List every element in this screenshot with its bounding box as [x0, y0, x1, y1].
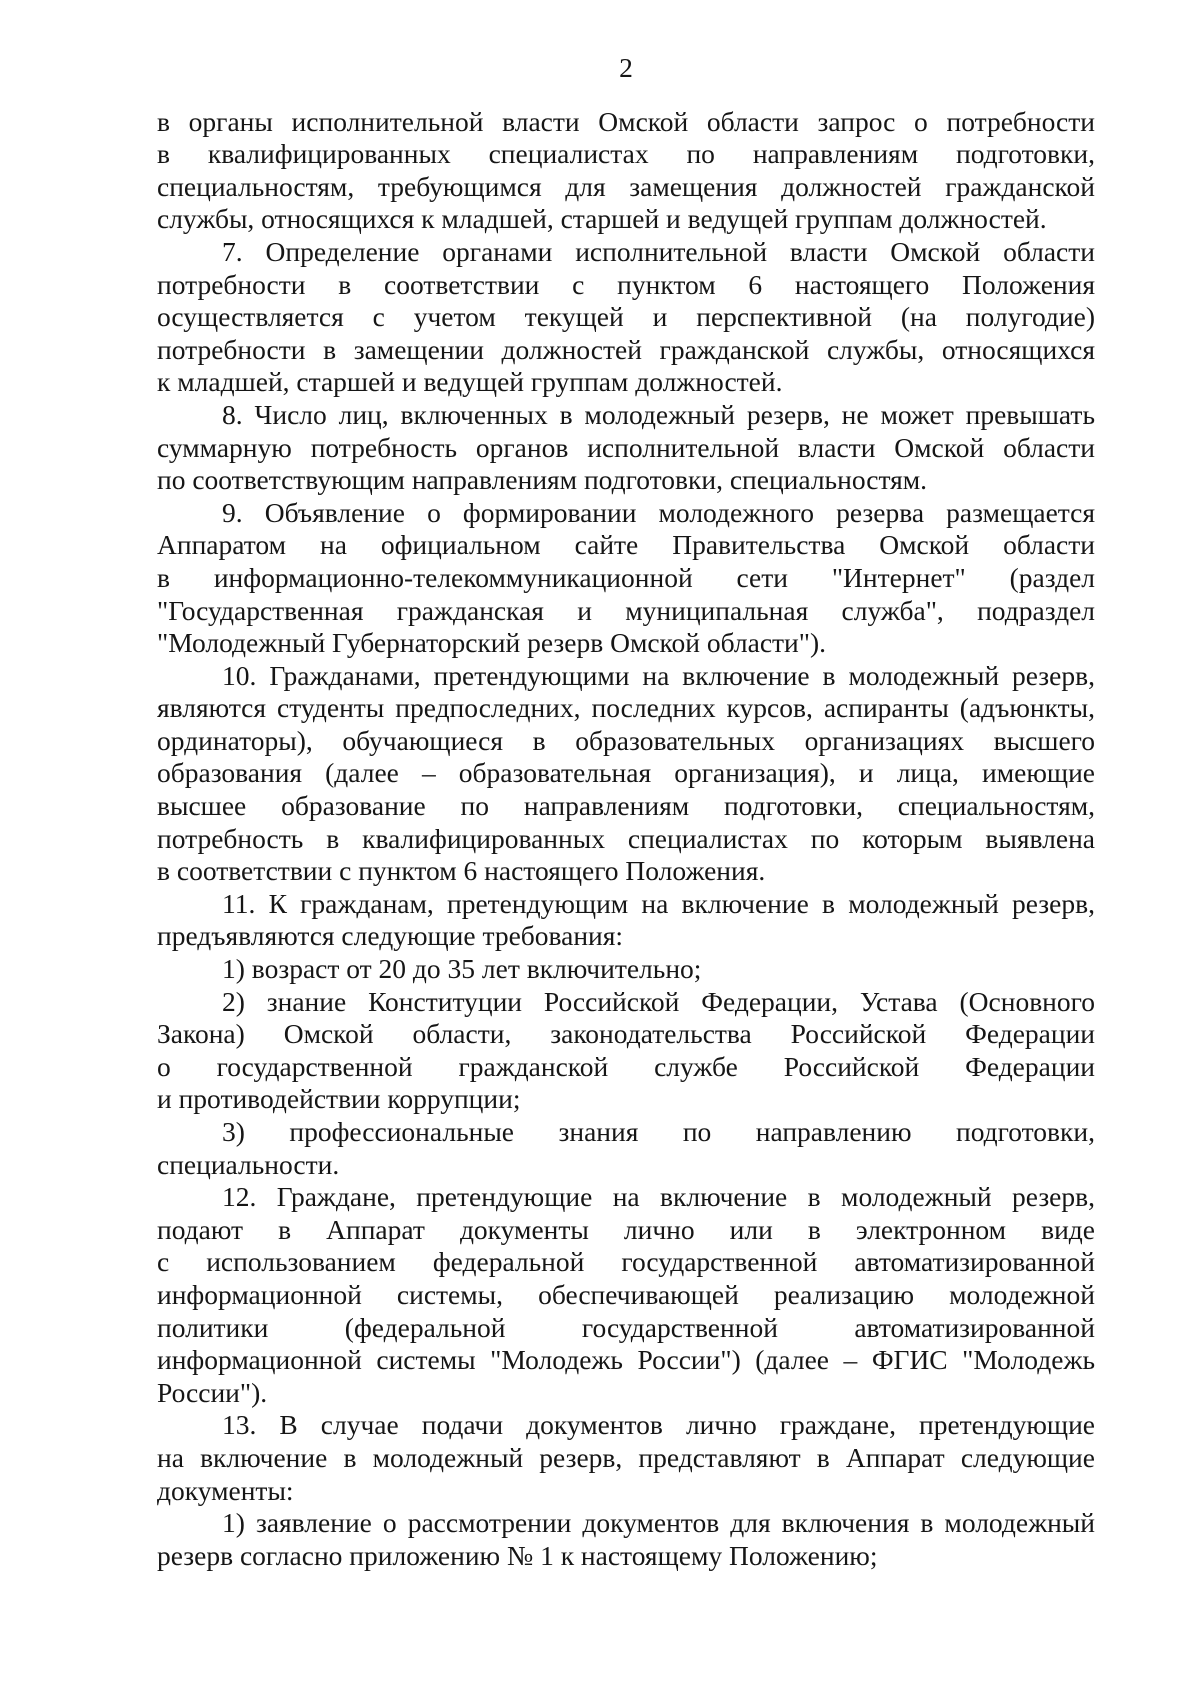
text-line: в квалифицированных специалистах по направлениям подготовки,: [157, 138, 1095, 170]
text-line: в информационно-телекоммуникационной сети "Интернет" (раздел: [157, 561, 1095, 593]
text-line: 8. Число лиц, включенных в молодежный резерв, не может превышать: [222, 398, 1095, 430]
text-column: [157, 0, 1095, 1572]
paragraph: [157, 888, 1095, 953]
paragraph: [157, 660, 1095, 888]
text-line: потребности в замещении должностей гражданской службы, относящихся: [157, 333, 1095, 365]
text-line: суммарную потребность органов исполнительной власти Омской области: [157, 431, 1095, 463]
text-line: ординаторы), обучающиеся в образовательных организациях высшего: [157, 724, 1095, 756]
text-line: о государственной гражданской службе Российской Федерации: [157, 1050, 1095, 1082]
text-line: с использованием федеральной государственной автоматизированной: [157, 1246, 1095, 1278]
text-line: потребности в соответствии с пунктом 6 настоящего Положения: [157, 268, 1095, 300]
text-line: резерв согласно приложению № 1 к настоящему Положению;: [157, 1539, 878, 1571]
text-line: политики (федеральной государственной автоматизированной: [157, 1311, 1095, 1343]
text-line: России").: [157, 1376, 268, 1408]
text-line: 9. Объявление о формировании молодежного резерва размещается: [222, 496, 1095, 528]
paragraph: [157, 1116, 1095, 1181]
paragraph: [157, 106, 1095, 236]
text-line: образования (далее – образовательная организация), и лица, имеющие: [157, 757, 1095, 789]
text-line: предъявляются следующие требования:: [157, 920, 624, 952]
text-line: по соответствующим направлениям подготовки, специальностям.: [157, 464, 928, 496]
text-line: информационной системы "Молодежь России") (далее – ФГИС "Молодежь: [157, 1344, 1095, 1376]
text-line: в соответствии с пунктом 6 настоящего Положения.: [157, 855, 766, 887]
paragraph: [157, 953, 1095, 986]
text-line: "Государственная гражданская и муниципальная служба", подраздел: [157, 594, 1095, 626]
paragraph: [157, 1181, 1095, 1409]
text-line: и противодействии коррупции;: [157, 1083, 521, 1115]
text-line: на включение в молодежный резерв, представляют в Аппарат следующие: [157, 1441, 1095, 1473]
text-line: осуществляется с учетом текущей и перспективной (на полугодие): [157, 301, 1095, 333]
text-line: 10. Гражданами, претендующими на включение в молодежный резерв,: [222, 659, 1095, 691]
text-line: 1) заявление о рассмотрении документов для включения в молодежный: [222, 1507, 1095, 1539]
text-line: Закона) Омской области, законодательства Российской Федерации: [157, 1018, 1095, 1050]
text-line: документы:: [157, 1474, 294, 1506]
text-line: 12. Граждане, претендующие на включение в молодежный резерв,: [222, 1181, 1095, 1213]
paragraph: [157, 1507, 1095, 1572]
text-line: специальности.: [157, 1148, 340, 1180]
paragraph: [157, 236, 1095, 399]
text-line: являются студенты предпоследних, последних курсов, аспиранты (адъюнкты,: [157, 692, 1095, 724]
text-line: 1) возраст от 20 до 35 лет включительно;: [222, 953, 702, 985]
text-line: службы, относящихся к младшей, старшей и ведущей группам должностей.: [157, 203, 1047, 235]
text-line: 11. К гражданам, претендующим на включение в молодежный резерв,: [222, 887, 1095, 919]
page-number: 2: [619, 52, 633, 83]
text-line: 13. В случае подачи документов лично граждане, претендующие: [222, 1409, 1095, 1441]
paragraph: [157, 497, 1095, 660]
text-line: "Молодежный Губернаторский резерв Омской области").: [157, 627, 827, 659]
text-line: специальностям, требующимся для замещения должностей гражданской: [157, 170, 1095, 202]
paragraph: [157, 1409, 1095, 1507]
text-line: 3) профессиональные знания по направлению подготовки,: [222, 1116, 1095, 1147]
text-line: информационной системы, обеспечивающей реализацию молодежной: [157, 1278, 1095, 1310]
text-line: в органы исполнительной власти Омской области запрос о потребности: [157, 105, 1095, 137]
text-body: [157, 106, 1095, 1573]
text-line: Аппаратом на официальном сайте Правительства Омской области: [157, 529, 1095, 561]
paragraph: [157, 986, 1095, 1116]
text-line: к младшей, старшей и ведущей группам должностей.: [157, 366, 783, 398]
text-line: потребность в квалифицированных специалистах по которым выявлена: [157, 822, 1095, 854]
text-line: подают в Аппарат документы лично или в электронном виде: [157, 1213, 1095, 1245]
text-line: 2) знание Конституции Российской Федерации, Устава (Основного: [222, 985, 1095, 1017]
paragraph: [157, 399, 1095, 497]
text-line: высшее образование по направлениям подготовки, специальностям,: [157, 790, 1095, 822]
text-line: 7. Определение органами исполнительной власти Омской области: [222, 235, 1095, 267]
